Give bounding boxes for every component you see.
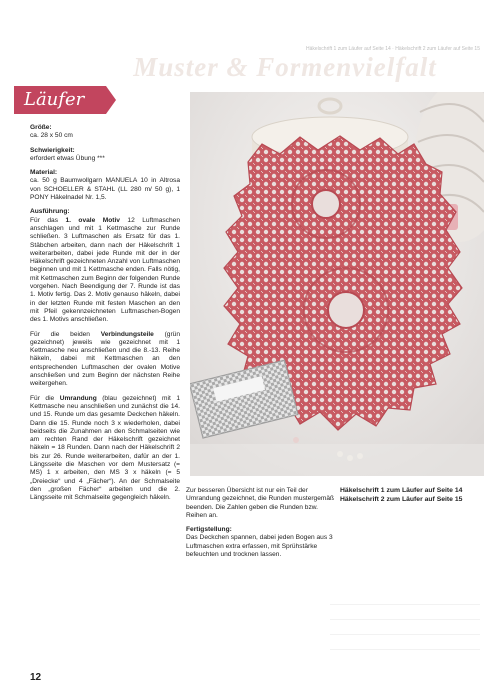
difficulty-value: erfordert etwas Übung *** [30,154,105,162]
section-title: Läufer [24,89,85,110]
instructions-column [30,124,180,508]
p3-bold: Umrandung [59,394,97,402]
p2-post: (grün gezeichnet) jeweils wie gezeichnet mit 1 Kettmasche neu anschließen und die 8.-13. Reihe häkeln, dabei mit Kettmaschen an den entsprechenden Luftmaschen der ovalen Motive anschließen und zum Beginn der nächsten Reihe weitergehen. [30,330,180,388]
bleed-through-lines [330,590,480,660]
p2-pre: Für die beiden [30,330,101,338]
chart-ref-2: Häkelschrift 2 zum Läufer auf Seite 15 [340,495,463,503]
p1-bold: 1. ovale Motiv [65,216,120,224]
border-paragraph [30,395,180,503]
title-ribbon [14,86,106,114]
page-number: 12 [30,672,42,683]
p1-post: 12 Luftmaschen anschlagen und mit 1 Kettmasche zur Runde schließen. 3 Luftmaschen als Ersatz für das 1. Stäbchen arbeiten, dann nach der Häkelschrift 1 weiterarbeiten, dabei jede Runde mit der in der Häkelschrift gezeichneten Anzahl von Luftmaschen beginnen und mit 1 Kettmasche enden. Falls nötig, mit Kettmaschen zum Beginn der folgenden Runde vorgehen. Nach Beendigung der 7. Runde ist das 1. Motiv fertig. Das 2. Motiv genauso häkeln, dabei in der letzten Runde mit festen Maschen an den mit Pfeil gekennzeichneten Luftmaschen-Bogen des 1. Motivs anschließen. [30,216,180,324]
p3-post: (blau gezeichnet) mit 1 Kettmasche neu anschließen und zunächst die 14. und 15. Runde um das gesamte Deckchen häkeln. Dann die 15. Runde noch 3 x wiederholen, dabei beidseits die Zunahmen an den Schmalseiten wie am rechten Rand der Häkelschrift gezeichnet häkeln = 18 Runden. Dann nach der Häkelschrift 2 bis zur 26. Runde weiterarbeiten, dafür an der 1. Längsseite die Maschen vor dem Mustersatz (= MS) 1 x arbeiten, den MS 3 x häkeln (= 5 „Dreiecke“ und 4 „Fächer“). An der Schmalseite den „großen Fächer“ arbeiten und die 2. Längsseite mit Schmalseite gegengleich häkeln. [30,394,180,502]
finishing-text: Das Deckchen spannen, dabei jeden Bogen aus 3 Luftmaschen extra erfassen, mit Sprühstärke befeuchten und trocknen lassen. [186,534,333,559]
connector-paragraph [30,331,180,389]
material-text: ca. 50 g Baumwollgarn MANUELA 10 in Altrosa von SCHOELLER & STAHL (LL 280 m/ 50 g), 1 PONY Häkelnadel Nr. 1,5. [30,177,180,202]
note-column [186,487,336,565]
size-heading: Größe: [30,124,52,131]
size-block [30,124,180,141]
chart-references [340,487,488,504]
difficulty-block [30,147,180,164]
section-banner: Muster & Formenvielfalt [133,52,437,82]
size-value: ca. 28 x 50 cm [30,132,73,140]
finishing-heading: Fertigstellung: [186,526,232,534]
difficulty-heading: Schwierigkeit: [30,146,75,154]
instructions-heading: Ausführung: [30,208,70,216]
diagram-note: Zur besseren Übersicht ist nur ein Teil der Umrandung gezeichnet, die Runden mustergemäß beenden. Die Zahlen geben die Runden bzw. Reihen an. [186,487,335,519]
chart-ref-1: Häkelschrift 1 zum Läufer auf Seite 14 [340,487,463,494]
material-block [30,169,180,202]
material-heading: Material: [30,169,58,177]
lace-runner-photo [190,92,484,476]
running-head: Häkelschrift 1 zum Läufer auf Seite 14 · Häkelschrift 2 zum Läufer auf Seite 15 [306,46,480,52]
p3-pre: Für die [30,394,60,402]
finishing-block [186,526,336,559]
p2-bold: Verbindungsteile [100,330,154,338]
instructions-block [30,208,180,324]
p1-pre: Für das [30,216,66,224]
